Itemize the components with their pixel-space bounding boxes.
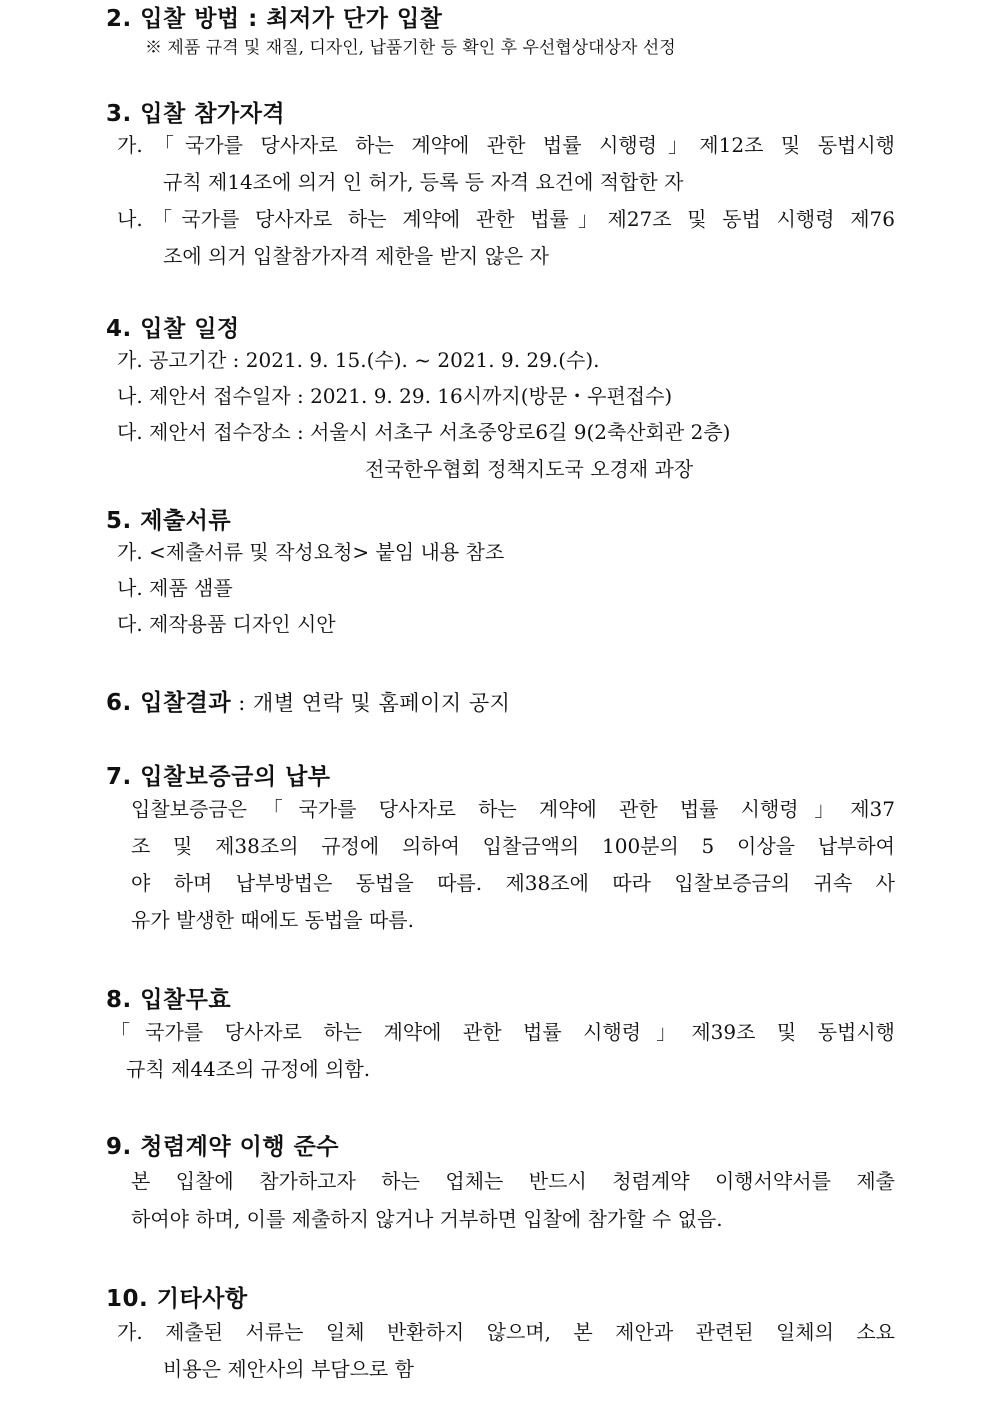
section-9-line2: 하여야 하며, 이를 제출하지 않거나 거부하면 입찰에 참가할 수 없음. [131,1207,723,1231]
section-10-title: 10. 기타사항 [106,1286,248,1312]
section-5-item-b: 나. 제품 샘플 [117,576,233,600]
section-8-line1: 「국가를 당사자로 하는 계약에 관한 법률 시행령」제39조 및 동법시행 [110,1022,895,1042]
section-4-item-c: 다. 제안서 접수장소 : 서울시 서초구 서초중앙로6길 9(2축산회관 2층) [117,420,731,444]
section-8-line2: 규칙 제44조의 규정에 의함. [126,1057,371,1081]
section-2-heading [106,0,442,33]
section-2-suffix: : 최저가 단가 입찰 [239,6,443,32]
section-2-note: ※ 제품 규격 및 재질, 디자인, 납품기한 등 확인 후 우선협상대상자 선정 [145,38,676,58]
section-8-title: 8. 입찰무효 [106,987,232,1013]
section-2-title: 2. 입찰 방법 [106,6,240,32]
section-4-item-a: 가. 공고기간 : 2021. 9. 15.(수). ~ 2021. 9. 29.(수). [117,348,600,372]
section-3-item-b-line2: 조에 의거 입찰참가자격 제한을 받지 않은 자 [163,244,549,268]
section-5-title: 5. 제출서류 [106,508,232,534]
section-10-line1: 가. 제출된 서류는 일체 반환하지 않으며, 본 제안과 관련된 일체의 소요 [117,1322,895,1342]
section-5-item-a: 가. <제출서류 및 작성요청> 붙임 내용 참조 [117,540,505,564]
section-4-title: 4. 입찰 일정 [106,316,240,342]
section-7-line2: 조 및 제38조의 규정에 의하여 입찰금액의 100분의 5 이상을 납부하여 [131,836,895,856]
section-3-item-a-line2: 규칙 제14조에 의거 인 허가, 등록 등 자격 요건에 적합한 자 [163,170,684,194]
section-10-line2: 비용은 제안사의 부담으로 함 [163,1357,414,1381]
section-6-title: 6. 입찰결과 [106,690,232,716]
section-7-line3: 야 하며 납부방법은 동법을 따름. 제38조에 따라 입찰보증금의 귀속 사 [131,873,895,893]
section-9-line1: 본 입찰에 참가하고자 하는 업체는 반드시 청렴계약 이행서약서를 제출 [131,1171,895,1191]
section-3-title: 3. 입찰 참가자격 [106,101,286,127]
section-3-item-a-line1: 가.「국가를 당사자로 하는 계약에 관한 법률 시행령」제12조 및 동법시행 [117,135,895,155]
section-7-line4: 유가 발생한 때에도 동법을 따름. [131,908,414,932]
section-6-heading [106,684,510,717]
section-3-item-b-line1: 나.「국가를 당사자로 하는 계약에 관한 법률」제27조 및 동법 시행령 제76 [117,209,895,229]
section-4-item-b: 나. 제안서 접수일자 : 2021. 9. 29. 16시까지(방문・우편접수) [117,384,673,408]
section-4-item-c-line2: 전국한우협회 정책지도국 오경재 과장 [365,457,694,481]
section-5-item-c: 다. 제작용품 디자인 시안 [117,612,336,636]
section-7-line1: 입찰보증금은「국가를 당사자로 하는 계약에 관한 법률 시행령」제37 [131,799,895,819]
section-9-title: 9. 청렴계약 이행 준수 [106,1134,340,1160]
section-6-suffix: : 개별 연락 및 홈페이지 공지 [231,691,511,715]
section-7-title: 7. 입찰보증금의 납부 [106,764,331,790]
